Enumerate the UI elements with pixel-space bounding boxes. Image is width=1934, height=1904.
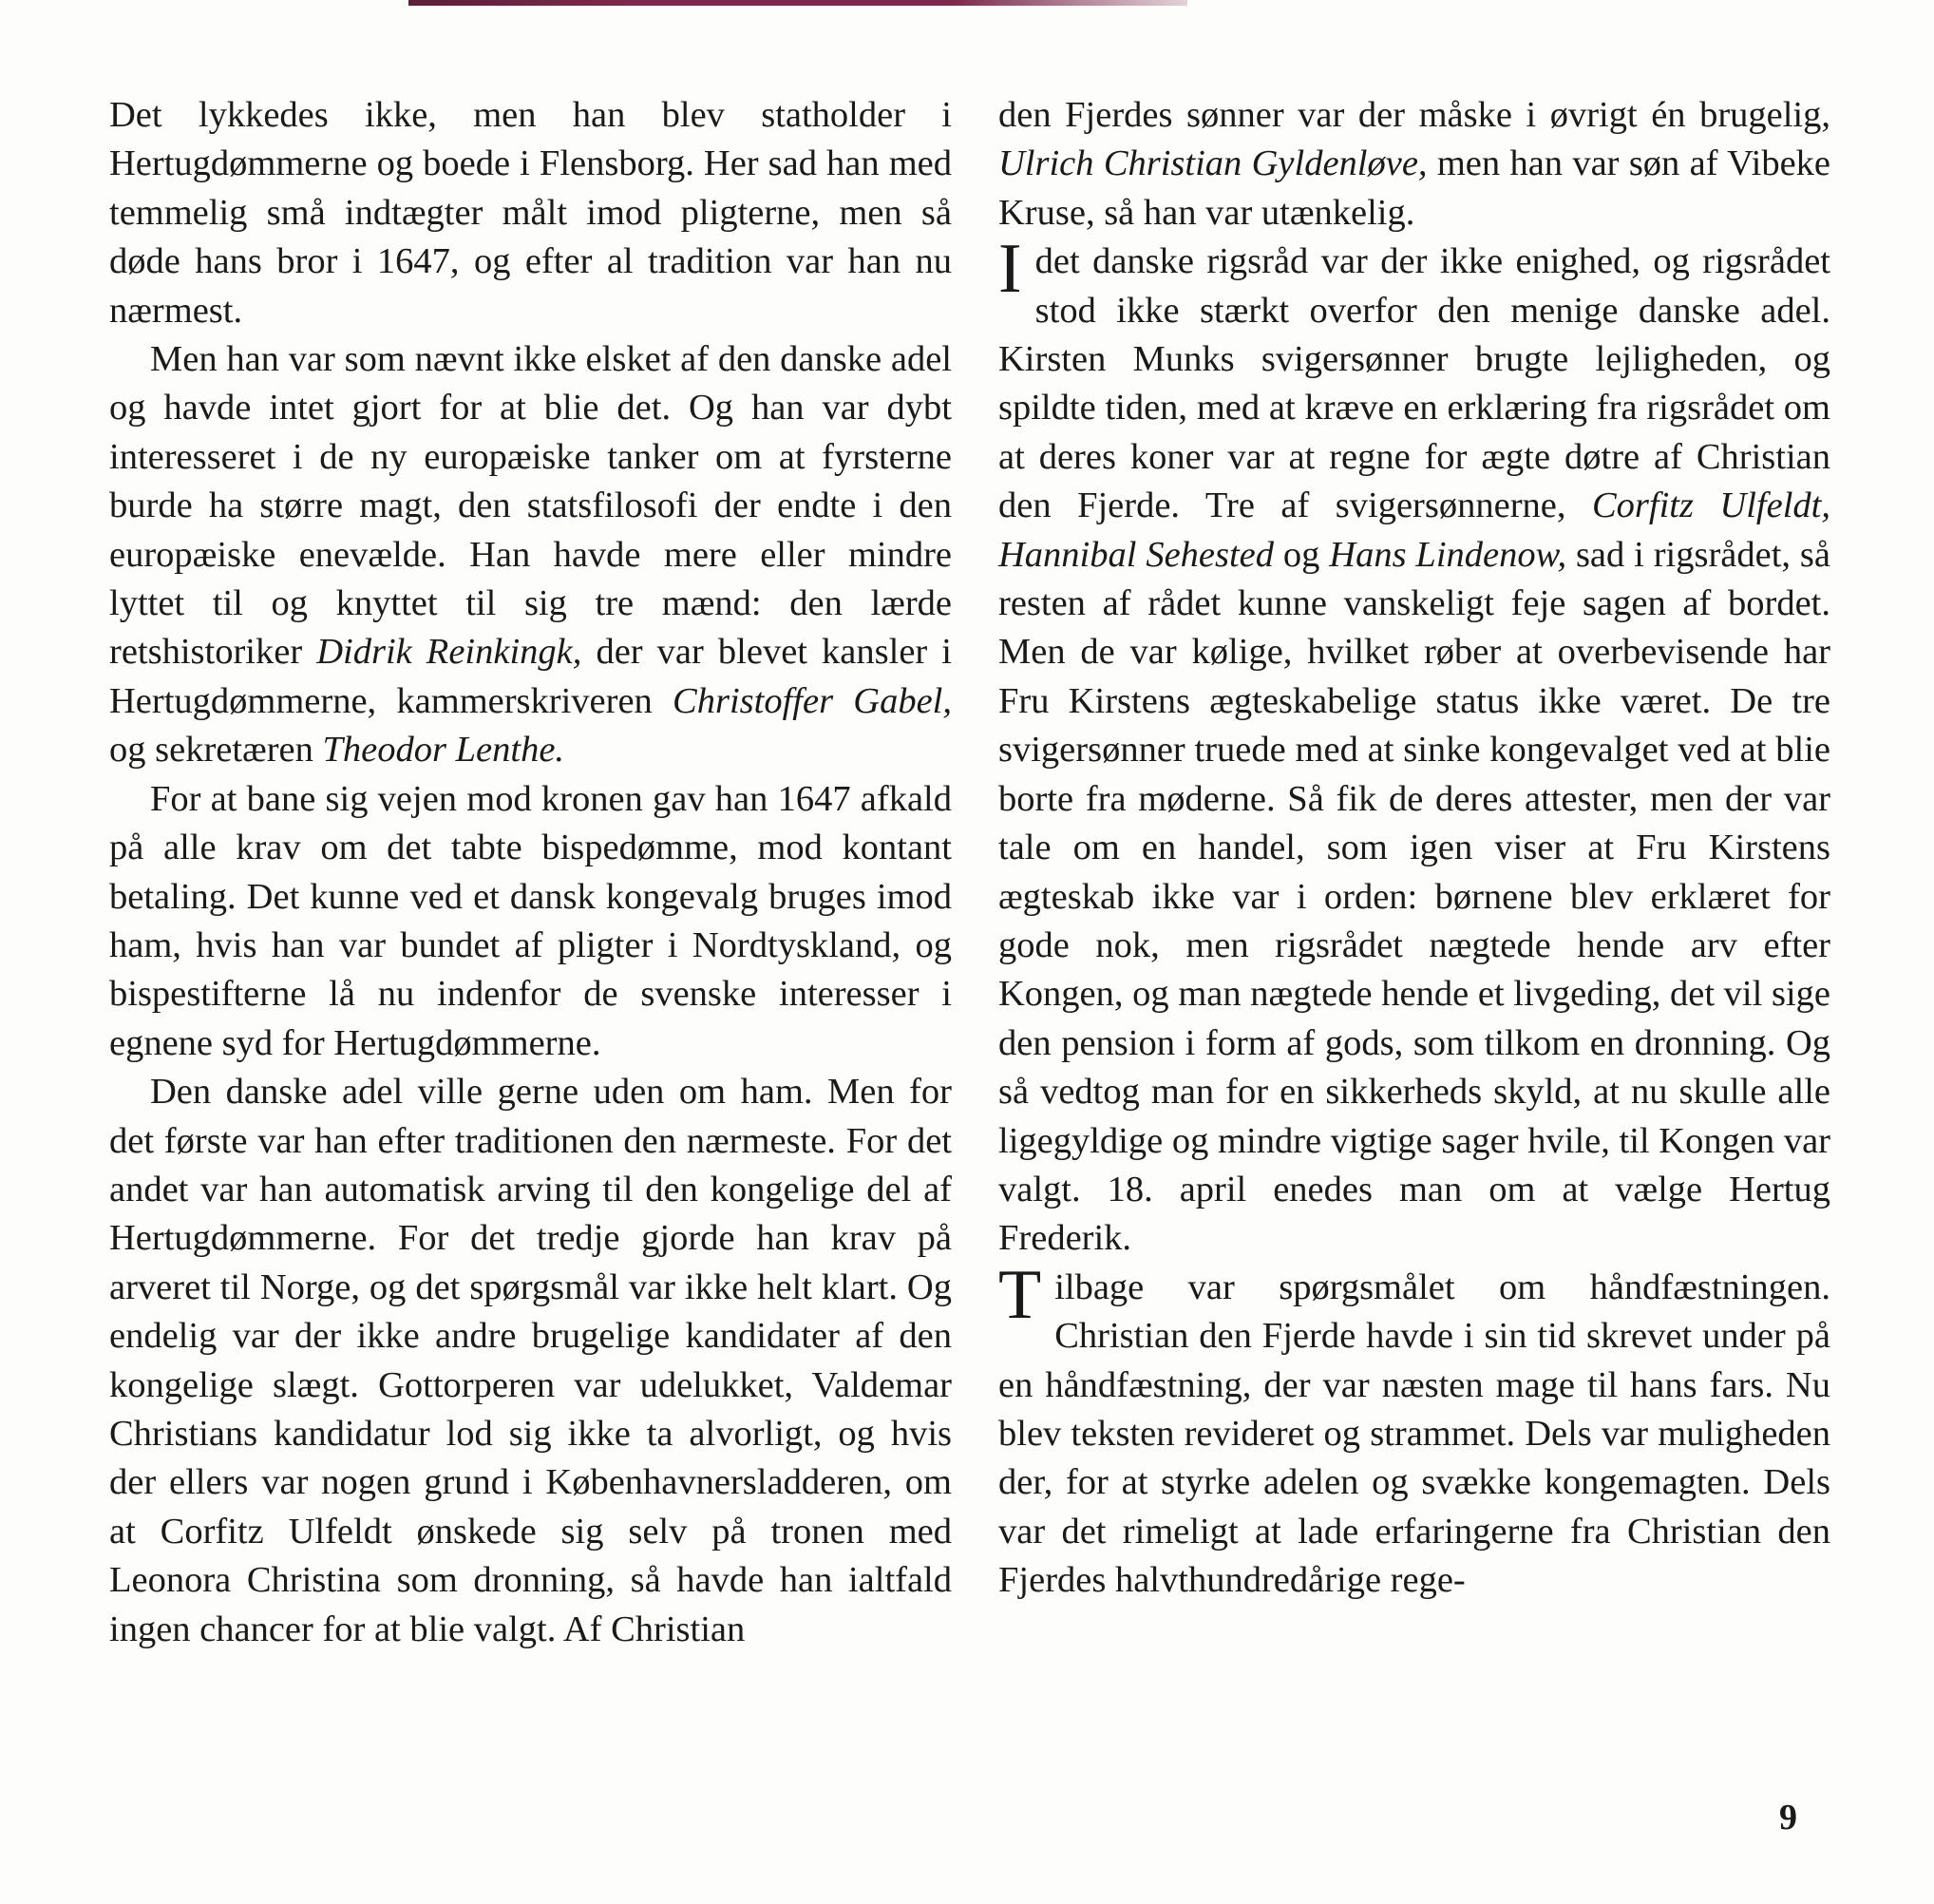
right-section-3 xyxy=(998,1255,1830,1606)
italic-name: Hans Lindenow, xyxy=(1329,534,1567,575)
italic-name: Theodor Lenthe. xyxy=(322,730,565,771)
right-section-2 xyxy=(998,230,1830,1264)
right-column xyxy=(998,91,1830,1606)
italic-name: Ulrich Christian Gyldenløve, xyxy=(998,143,1428,184)
right-paragraph-1 xyxy=(998,91,1830,238)
italic-name: Didrik Reinkingk, xyxy=(316,632,582,673)
left-column xyxy=(109,91,952,1654)
left-paragraph-1: Det lykkedes ikke, men han blev statholder i Hertugdømmerne og boede i Flensborg. Her sad han med temmelig små indtægter målt imod pligterne, men så døde hans bror i 1647, og efter al tradition var han nu nærmest. xyxy=(109,95,952,331)
text-run: ilbage var spørgsmålet om håndfæstningen. Christian den Fjerde havde i sin tid skrevet under på en håndfæstning, der var næsten mage til hans fars. Nu blev teksten revideret og strammet. Dels var muligheden der, for at styrke adelen og svække kongemagten. Dels var det rimeligt at lade erfaringerne fra Christian den Fjerdes halvthundredårige rege- xyxy=(998,1266,1830,1601)
left-paragraph-4: Den danske adel ville gerne uden om ham. Men for det første var han efter traditionen den nærmeste. For det andet var han automatisk arving til den kongelige del af Hertugdømmerne. For det tredje gjorde han krav på arveret til Norge, og det spørgsmål var ikke helt klart. Og endelig var der ikke andre brugelige kandidater af den kongelige slægt. Gottorperen var udelukket, Valdemar Christians kandidatur lod sig ikke ta alvorligt, og hvis der ellers var nogen grund i Københavnersladderen, om at Corfitz Ulfeldt ønskede sig selv på tronen med Leonora Christina som dronning, så havde han ialtfald ingen chancer for at blie valgt. Af Christian xyxy=(109,1072,952,1649)
text-run: Men han var som nævnt ikke elsket af den danske adel og havde intet gjort for at blie det. Og han var dybt interesseret i de ny europæiske tanker om at fyrsterne burde ha større magt, den statsfilosofi der endte i den europæiske enevælde. Han havde mere eller mindre lyttet til og knyttet til sig tre mænd: den lærde retshistoriker xyxy=(109,339,952,673)
text-run: og xyxy=(1274,534,1330,575)
text-run: men han var søn af Vibeke Kruse, så han var utænkelig. xyxy=(998,143,1830,233)
italic-name: Corfitz Ulfeldt, Hannibal Sehested xyxy=(998,486,1830,575)
drop-cap: T xyxy=(998,1255,1042,1334)
text-run: det danske rigsråd var der ikke enighed, og rigsrådet stod ikke stærkt overfor den menige danske adel. Kirsten Munks svigersønner brugte lejligheden, og spildte tiden, med at kræve en erklæring fra rigsrådet om at deres koner var at regne for ægte døtre af Christian den Fjerde. Tre af svigersønnerne, xyxy=(998,241,1830,526)
text-run: der var blevet kansler i Hertugdømmerne, kammerskriveren xyxy=(109,632,953,721)
left-paragraph-3: For at bane sig vejen mod kronen gav han 1647 afkald på alle krav om det tabte bispedømme, mod kontant betaling. Det kunne ved et dansk kongevalg bruges imod ham, hvis han var bundet af pligter i Nordtyskland, og bispestifterne lå nu indenfor de svenske interesser i egnene syd for Hertugdømmerne. xyxy=(109,778,952,1063)
text-run: sad i rigsrådet, så resten af rådet kunne vanskeligt feje sagen af bordet. Men de var kølige, hvilket røber at overbevisende har Fru Kirstens ægteskabelige status ikke været. De tre svigersønner truede med at sinke kongevalget ved at blie borte fra møderne. Så fik de deres attester, men der var tale om en handel, som igen viser at Fru Kirstens ægteskab ikke var i orden: børnene blev erklæret for gode nok, men rigsrådet nægtede hende arv efter Kongen, og man nægtede hende et livgeding, det vil sige den pension i form af gods, som tilkom en dronning. Og så vedtog man for en sikkerheds skyld, at nu skulle alle ligegyldige og mindre vigtige sager hvile, til Kongen var valgt. 18. april enedes man om at vælge Hertug Frederik. xyxy=(998,534,1830,1259)
left-paragraph-2 xyxy=(109,335,952,775)
drop-cap: I xyxy=(998,230,1022,309)
text-run: og sekretæren xyxy=(109,730,323,771)
page-number: 9 xyxy=(1779,1798,1797,1837)
top-decorative-rule xyxy=(408,0,1187,6)
text-run: den Fjerdes sønner var der måske i øvrigt én brugelig, xyxy=(998,95,1830,135)
italic-name: Christoffer Gabel, xyxy=(673,680,953,721)
